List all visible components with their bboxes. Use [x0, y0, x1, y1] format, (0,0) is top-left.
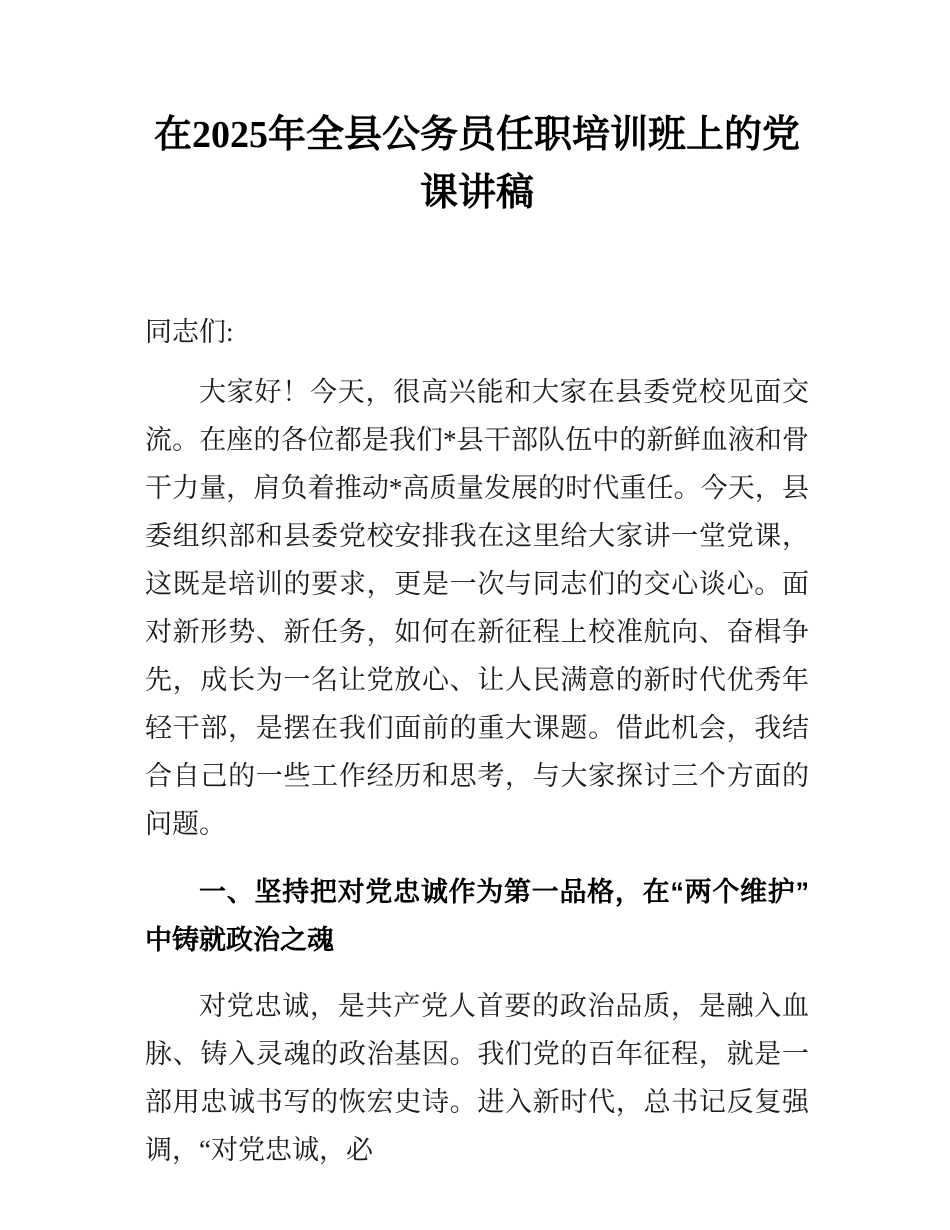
section-heading-1: 一、坚持把对党忠诚作为第一品格，在“两个维护”中铸就政治之魂 [145, 877, 809, 955]
salutation: 同志们: [145, 317, 234, 347]
document-content [145, 0, 809, 1174]
intro-paragraph: 大家好！今天，很高兴能和大家在县委党校见面交流。在座的各位都是我们*县干部队伍中的新鲜血液和骨干力量，肩负着推动*高质量发展的时代重任。今天，县委组织部和县委党校安排我在这里给大家讲一堂党课，这既是培训的要求，更是一次与同志们的交心谈心。面对新形势、新任务，如何在新征程上校准航向、奋楫争先，成长为一名让党放心、让人民满意的新时代优秀年轻干部，是摆在我们面前的重大课题。借此机会，我结合自己的一些工作经历和思考，与大家探讨三个方面的问题。 [145, 377, 809, 839]
page-title: 在2025年全县公务员任职培训班上的党课讲稿 [153, 114, 800, 214]
section-paragraph-1: 对党忠诚，是共产党人首要的政治品质，是融入血脉、铸入灵魂的政治基因。我们党的百年征程，就是一部用忠诚书写的恢宏史诗。进入新时代，总书记反复强调，“对党忠诚，必 [145, 991, 809, 1165]
